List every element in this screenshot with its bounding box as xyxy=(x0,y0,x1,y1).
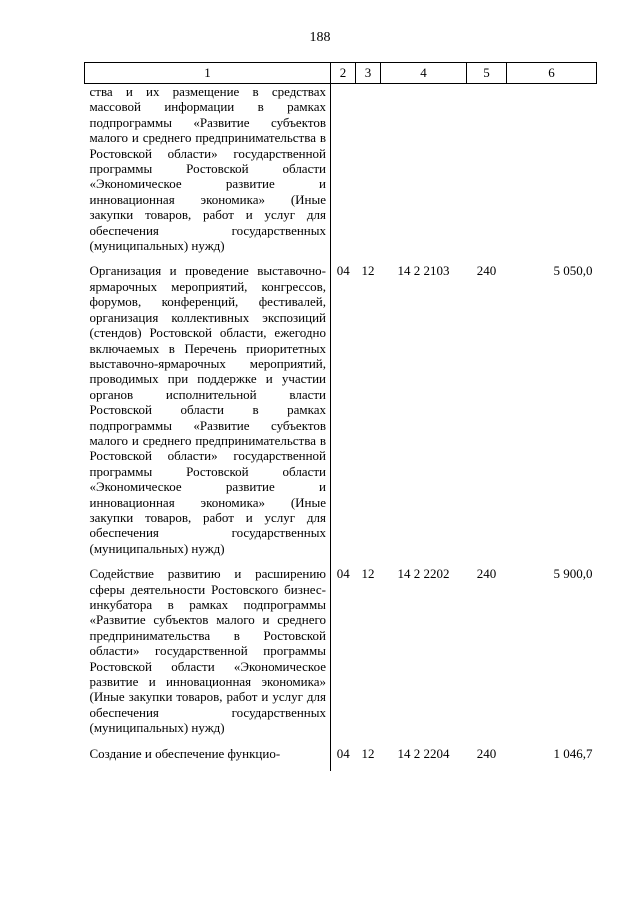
section-code: 04 xyxy=(336,566,350,582)
row-description: ства и их размещение в средствах массовой информации в рамках подпрограммы «Развитие субъектов малого и среднего предпринимательства в Ростовской области» государственной программы Ростовской области «Экономическое развитие и инновационная экономика» (Иные закупки товаров, работ и услуг для обеспечения государственных (муниципальных) нужд) xyxy=(85,84,331,264)
amount: 5 900,0 xyxy=(553,566,593,582)
row-description: Содействие развитию и расширению сферы деятельности Ростовского бизнес-инкубатора в рамках подпрограммы «Развитие субъектов малого и среднего предпринимательства в Ростовской области» государственной программы Ростовской области «Экономическое развитие и инновационная экономика» (Иные закупки товаров, работ и услуг для обеспечения государственных (муниципальных) нужд) xyxy=(85,566,331,745)
expense-type-code: 240 xyxy=(476,263,497,279)
subsection-code: 12 xyxy=(361,745,375,761)
target-article-code: 14 2 2204 xyxy=(397,745,450,761)
section-code: 04 xyxy=(336,263,350,279)
section-code xyxy=(331,84,356,264)
target-article-code: 14 2 2202 xyxy=(397,566,450,582)
subsection-code xyxy=(356,84,381,264)
expense-type-code: 240 xyxy=(476,745,497,761)
subsection-code: 12 xyxy=(361,566,375,582)
row-description: Организация и проведение выставочно-ярмарочных мероприятий, конгрессов, форумов, конференций, фестивалей, организация коллективных экспозиций (стендов) Ростовской области, ежегодно включаемых в Перечень приоритетных выставочно-ярмарочных мероприятий, проводимых при поддержке и участии органов исполнительной власти Ростовской области в рамках подпрограммы «Развитие субъектов малого и среднего предпринимательства в Ростовской области» государственной программы Ростовской области «Экономическое развитие и инновационная экономика» (Иные закупки товаров, работ и услуг для обеспечения государственных (муниципальных) нужд) xyxy=(85,263,331,566)
table-row xyxy=(85,746,597,771)
section-code: 04 xyxy=(336,745,350,761)
table-row xyxy=(85,263,597,566)
expense-type-code xyxy=(467,84,507,264)
target-article-code xyxy=(381,84,467,264)
page-number: 188 xyxy=(309,30,331,45)
amount: 1 046,7 xyxy=(553,745,593,761)
column-header: 1 xyxy=(85,63,331,84)
column-header: 3 xyxy=(356,63,381,84)
amount xyxy=(507,84,597,264)
column-header: 5 xyxy=(467,63,507,84)
amount: 5 050,0 xyxy=(553,263,593,279)
column-header: 4 xyxy=(381,63,467,84)
header-row xyxy=(85,63,597,84)
expense-type-code: 240 xyxy=(476,566,497,582)
row-description: Создание и обеспечение функцио- xyxy=(85,746,331,771)
subsection-code: 12 xyxy=(361,263,375,279)
target-article-code: 14 2 2103 xyxy=(397,263,450,279)
table-row xyxy=(85,566,597,745)
column-header: 6 xyxy=(507,63,597,84)
budget-table xyxy=(84,62,597,771)
table-row xyxy=(85,84,597,264)
column-header: 2 xyxy=(331,63,356,84)
